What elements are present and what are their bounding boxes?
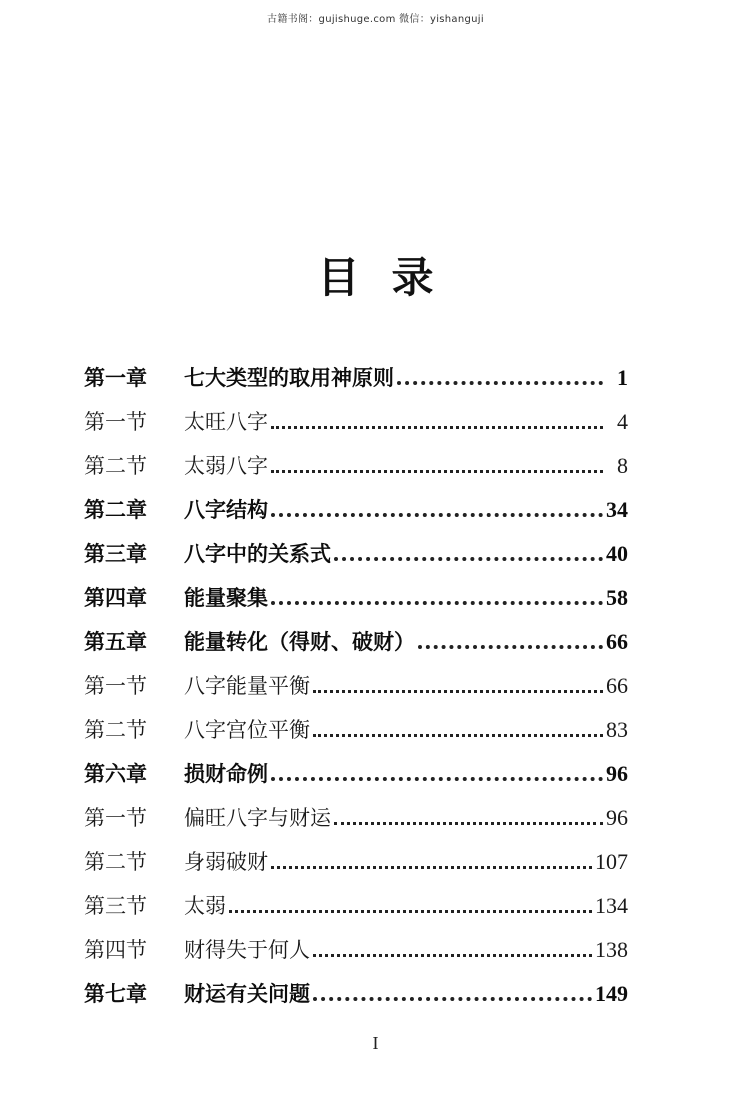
toc-entry-label: 第三节 <box>84 894 147 918</box>
toc-entry-label: 第一节 <box>84 410 147 434</box>
dot-leader <box>271 513 603 517</box>
toc-entry-title: 身弱破财 <box>184 850 268 874</box>
toc-chapter-entry[interactable] <box>84 744 628 788</box>
toc-entry-label: 第六章 <box>84 761 147 786</box>
toc-entry-page: 34 <box>606 497 628 522</box>
toc-entry-title: 财得失于何人 <box>184 938 310 962</box>
toc-entry-page: 134 <box>595 893 628 918</box>
toc-entry-page: 107 <box>595 849 628 874</box>
toc-chapter-entry[interactable] <box>84 612 628 656</box>
toc-entry-label: 第二章 <box>84 497 147 522</box>
toc-entry-title: 八字能量平衡 <box>184 674 310 698</box>
toc-entry-page: 138 <box>595 937 628 962</box>
page-number: I <box>372 1033 379 1053</box>
toc-chapter-entry[interactable] <box>84 524 628 568</box>
toc-entry-title: 偏旺八字与财运 <box>184 806 331 830</box>
toc-entry-label: 第三章 <box>84 541 147 566</box>
toc-entry-title: 八字宫位平衡 <box>184 718 310 742</box>
toc-entry-title: 七大类型的取用神原则 <box>184 365 394 390</box>
toc-entry-page: 83 <box>606 717 628 742</box>
dot-leader <box>271 777 603 781</box>
toc-section-entry[interactable] <box>84 788 628 832</box>
toc-chapter-entry[interactable] <box>84 480 628 524</box>
toc-entry-title: 八字中的关系式 <box>184 541 331 566</box>
dot-leader <box>271 426 603 429</box>
toc-entry-title: 太弱 <box>184 894 226 918</box>
dot-leader <box>271 470 603 473</box>
toc-entry-label: 第七章 <box>84 981 147 1006</box>
toc-entry-page: 4 <box>617 409 628 434</box>
toc-entry-page: 40 <box>606 541 628 566</box>
toc-entry-page: 58 <box>606 585 628 610</box>
table-of-contents <box>84 348 628 1008</box>
toc-section-entry[interactable] <box>84 920 628 964</box>
toc-entry-page: 96 <box>606 805 628 830</box>
dot-leader <box>397 381 603 385</box>
toc-entry-title: 太弱八字 <box>184 454 268 478</box>
toc-entry-title: 八字结构 <box>184 497 268 522</box>
toc-section-entry[interactable] <box>84 392 628 436</box>
toc-entry-label: 第一章 <box>84 365 147 390</box>
toc-section-entry[interactable] <box>84 656 628 700</box>
toc-section-entry[interactable] <box>84 700 628 744</box>
page-title: 目录 <box>317 253 466 302</box>
dot-leader <box>271 601 603 605</box>
toc-entry-label: 第二节 <box>84 454 147 478</box>
toc-chapter-entry[interactable] <box>84 568 628 612</box>
dot-leader <box>418 645 603 649</box>
toc-entry-label: 第五章 <box>84 629 147 654</box>
toc-entry-title: 太旺八字 <box>184 410 268 434</box>
toc-entry-page: 66 <box>606 673 628 698</box>
toc-entry-label: 第四章 <box>84 585 147 610</box>
toc-entry-label: 第一节 <box>84 674 147 698</box>
toc-entry-label: 第一节 <box>84 806 147 830</box>
toc-entry-page: 1 <box>617 365 628 390</box>
dot-leader <box>313 997 592 1001</box>
toc-entry-title: 能量聚集 <box>184 585 268 610</box>
watermark-text: 古籍书阁：gujishuge.com 微信：yishanguji <box>267 14 484 25</box>
toc-section-entry[interactable] <box>84 436 628 480</box>
dot-leader <box>334 822 603 825</box>
toc-entry-page: 96 <box>606 761 628 786</box>
toc-entry-label: 第二节 <box>84 850 147 874</box>
toc-chapter-entry[interactable] <box>84 964 628 1008</box>
toc-entry-page: 8 <box>617 453 628 478</box>
dot-leader <box>334 557 603 561</box>
dot-leader <box>229 910 592 913</box>
toc-entry-label: 第四节 <box>84 938 147 962</box>
toc-entry-title: 损财命例 <box>184 761 268 786</box>
toc-entry-page: 149 <box>595 981 628 1006</box>
dot-leader <box>271 866 592 869</box>
dot-leader <box>313 734 603 737</box>
toc-section-entry[interactable] <box>84 832 628 876</box>
toc-section-entry[interactable] <box>84 876 628 920</box>
dot-leader <box>313 954 592 957</box>
toc-entry-title: 能量转化（得财、破财） <box>184 629 415 654</box>
toc-entry-page: 66 <box>606 629 628 654</box>
dot-leader <box>313 690 603 693</box>
toc-entry-label: 第二节 <box>84 718 147 742</box>
toc-chapter-entry[interactable] <box>84 348 628 392</box>
toc-entry-title: 财运有关问题 <box>184 981 310 1006</box>
